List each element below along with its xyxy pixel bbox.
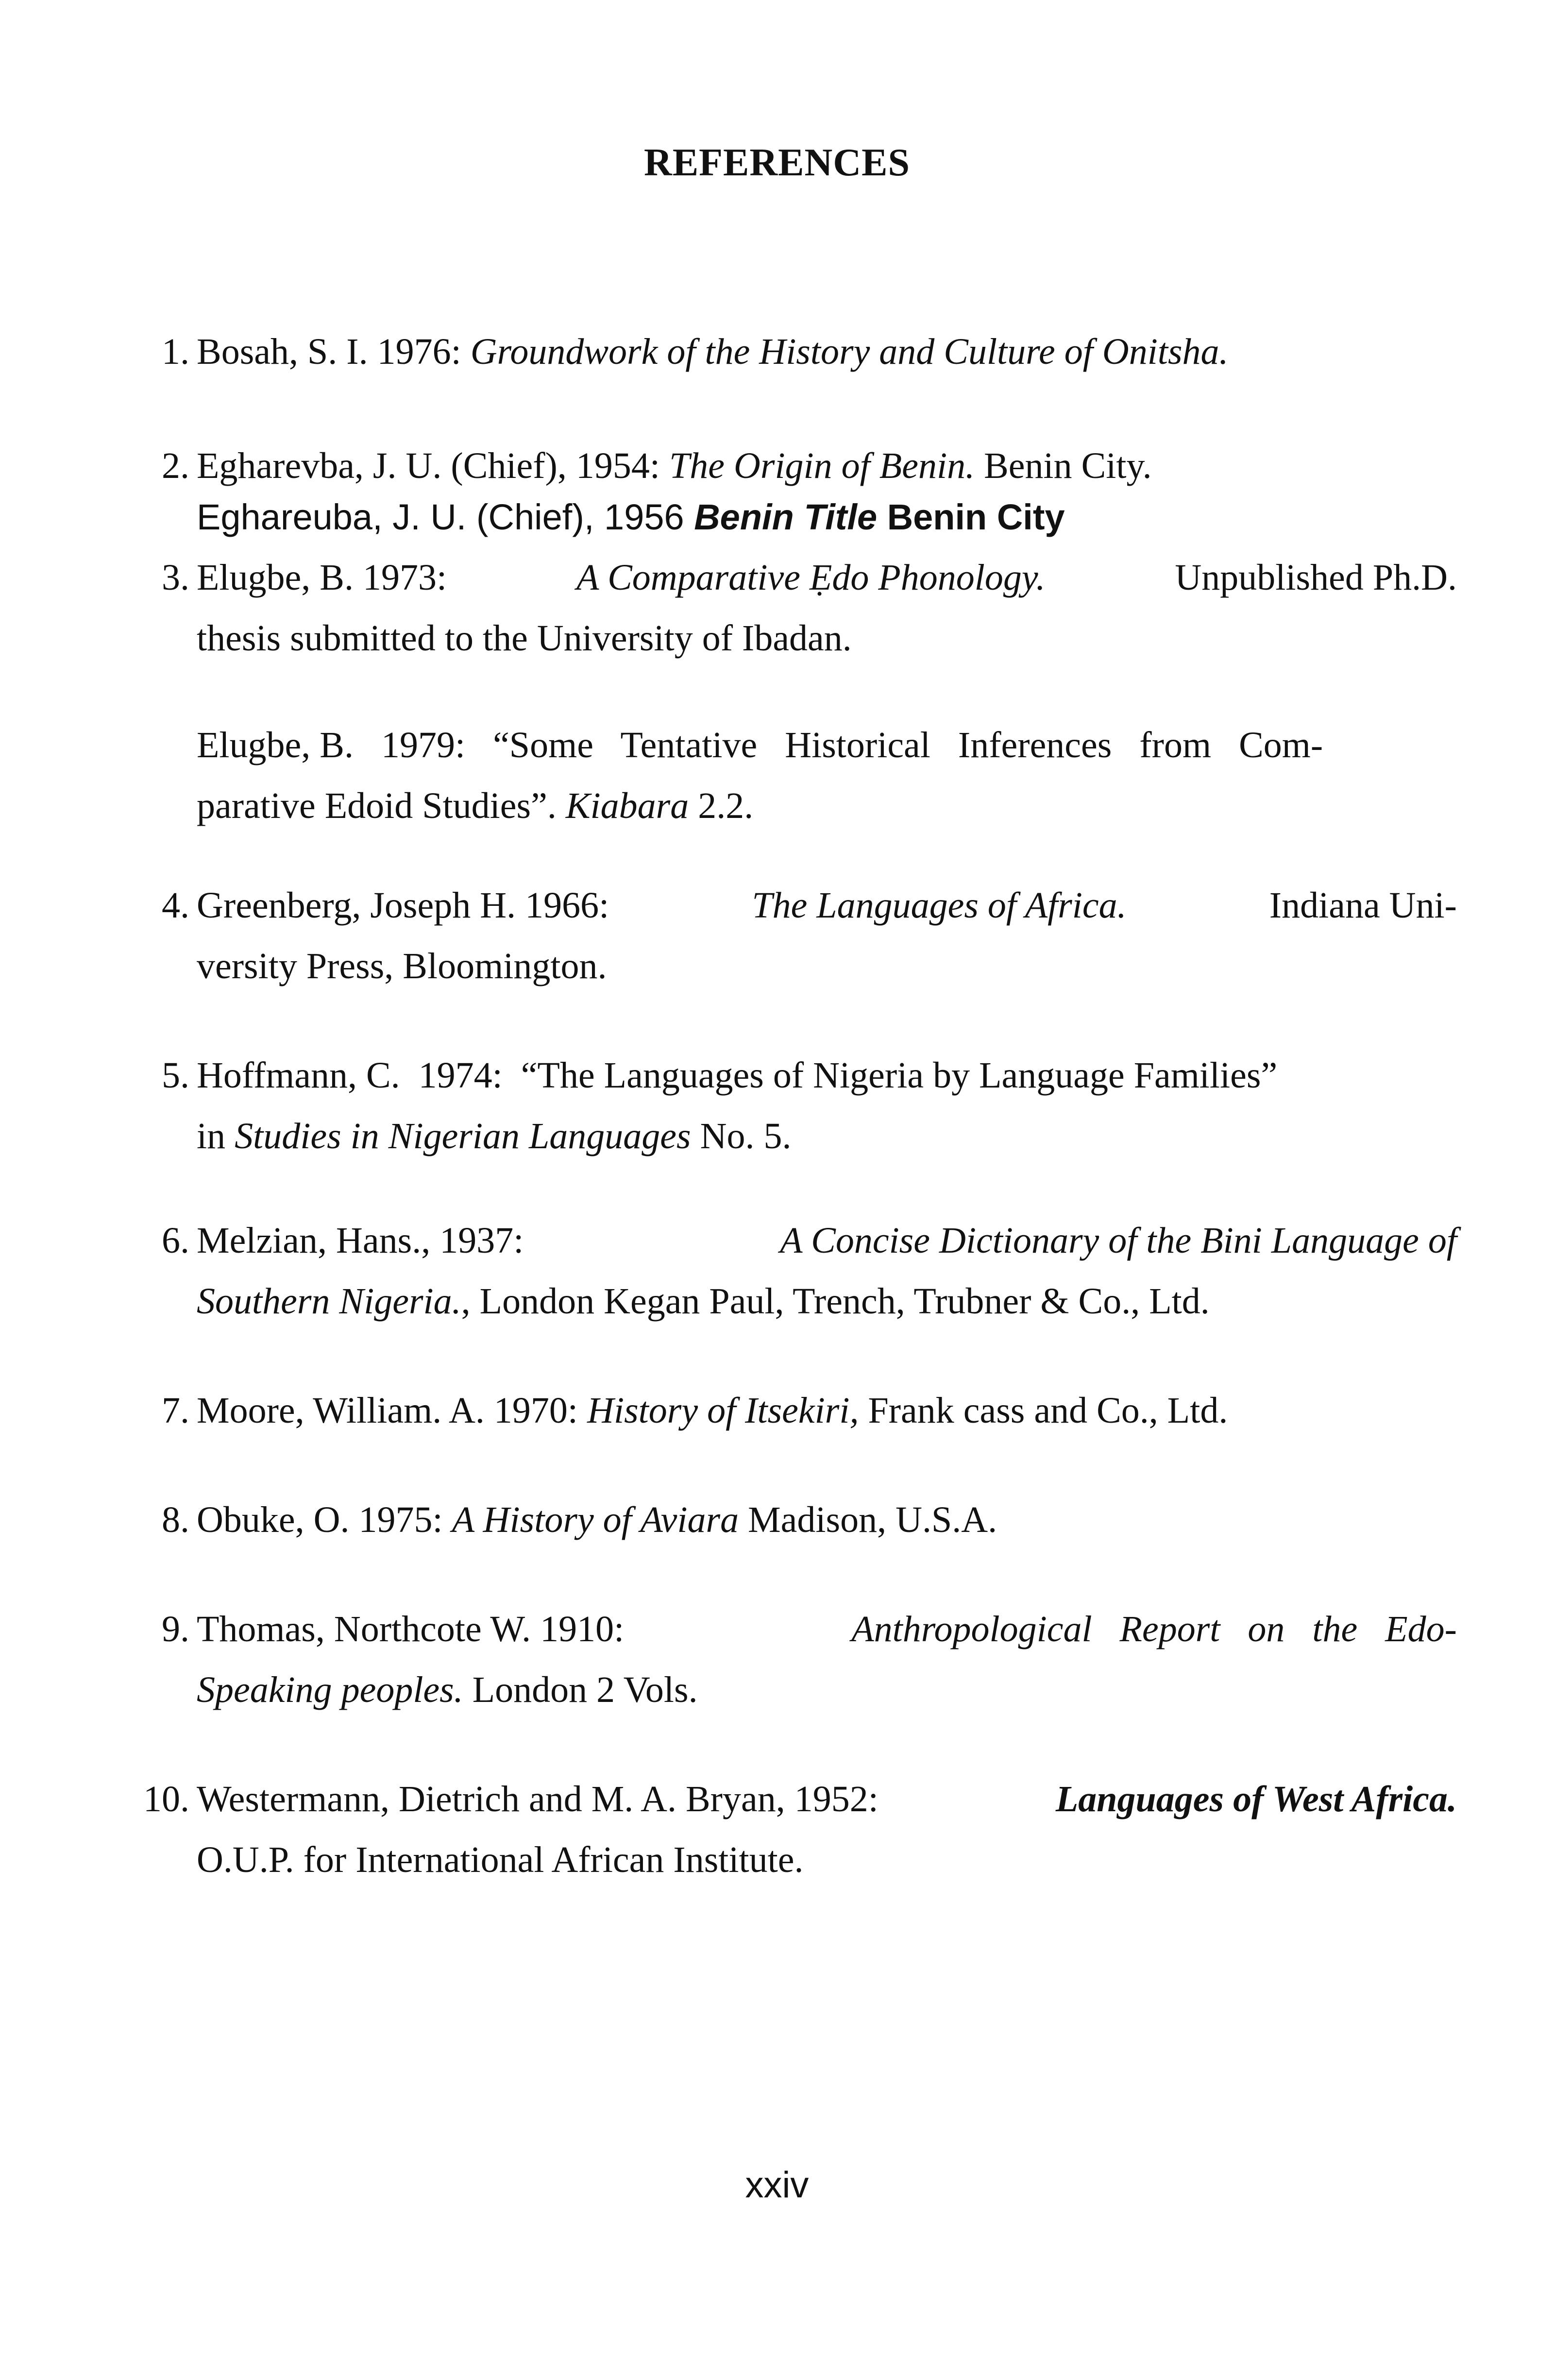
reference-number: 5.: [162, 1055, 189, 1096]
reference-title: Speaking peoples.: [197, 1669, 463, 1710]
reference-title: History of Itsekiri,: [587, 1390, 859, 1431]
reference-title: The Languages of Africa.: [752, 885, 1127, 926]
reference-author-year: Elugbe, B. 1973:: [197, 557, 447, 598]
reference-author-year: Thomas, Northcote W. 1910:: [197, 1609, 625, 1649]
reference-line: in Studies in Nigerian Languages No. 5.: [197, 1116, 792, 1156]
reference-publisher: , London Kegan Paul, Trench, Trubner & Co., Ltd.: [461, 1281, 1210, 1322]
reference-number: 1.: [162, 331, 189, 372]
reference-number: 4.: [162, 885, 189, 926]
reference-title: Benin Title: [694, 497, 878, 537]
reference-number: 8.: [162, 1499, 189, 1540]
page-number: xxiv: [745, 2164, 809, 2206]
reference-title: A History of Aviara: [452, 1499, 739, 1540]
reference-title: Languages of West Africa.: [1055, 1779, 1457, 1819]
reference-line: O.U.P. for International African Institute.: [197, 1839, 804, 1880]
reference-line: [197, 546, 1457, 609]
reference-publisher: Unpublished Ph.D.: [1175, 557, 1457, 598]
reference-author-year: Egharevba, J. U. (Chief), 1954:: [197, 445, 660, 486]
reference-line: [197, 1768, 1457, 1831]
reference-publisher: Frank cass and Co., Ltd.: [868, 1390, 1228, 1431]
reference-publisher: Indiana Uni-: [1269, 885, 1457, 926]
reference-author-year: Obuke, O. 1975:: [197, 1499, 443, 1540]
reference-author-year: Moore, William. A. 1970:: [197, 1390, 578, 1431]
reference-title: Anthropological Report on the Edo-: [851, 1609, 1457, 1649]
reference-line: [197, 874, 1457, 937]
reference-number: 9.: [162, 1609, 189, 1649]
reference-title: A Comparative Ẹdo Phonology.: [576, 557, 1046, 598]
reference-publisher: London 2 Vols.: [472, 1669, 698, 1710]
reference-title: The Origin of Benin.: [669, 445, 975, 486]
reference-title: Groundwork of the History and Culture of Onitsha.: [470, 331, 1229, 372]
reference-title: Studies in Nigerian Languages: [235, 1116, 691, 1156]
page-title: REFERENCES: [644, 141, 910, 184]
reference-title: Kiabara: [565, 785, 689, 826]
reference-publisher: Benin City: [887, 497, 1065, 537]
reference-line: thesis submitted to the University of Ibadan.: [197, 618, 852, 659]
reference-author-year: Westermann, Dietrich and M. A. Bryan, 1952:: [197, 1779, 878, 1819]
reference-publisher: Benin City.: [984, 445, 1152, 486]
reference-line: [197, 1489, 997, 1551]
reference-number: 7.: [162, 1390, 189, 1431]
reference-author-year: Eghareuba, J. U. (Chief), 1956: [197, 497, 684, 537]
reference-line: [197, 1598, 1457, 1661]
reference-author-year: Greenberg, Joseph H. 1966:: [197, 885, 609, 926]
reference-line: parative Edoid Studies”. Kiabara 2.2.: [197, 785, 754, 826]
reference-number: 2.: [162, 445, 189, 486]
reference-line: Elugbe, B. 1979: “Some Tentative Historical Inferences from Com-: [197, 725, 1323, 765]
reference-number: 6.: [162, 1220, 189, 1261]
reference-line: [197, 1270, 1210, 1333]
reference-publisher: Madison, U.S.A.: [748, 1499, 997, 1540]
reference-line: [197, 1209, 1457, 1272]
reference-line: [197, 486, 1065, 548]
reference-title: A Concise Dictionary of the Bini Language of: [780, 1220, 1457, 1261]
reference-line: [197, 321, 1229, 383]
reference-line: [197, 1659, 698, 1721]
reference-author-year: Melzian, Hans., 1937:: [197, 1220, 524, 1261]
reference-line: Hoffmann, C. 1974: “The Languages of Nigeria by Language Families”: [197, 1055, 1278, 1096]
reference-number: 3.: [162, 557, 189, 598]
reference-line: versity Press, Bloomington.: [197, 946, 607, 986]
reference-number: 10.: [143, 1779, 189, 1819]
reference-title: Southern Nigeria.: [197, 1281, 461, 1322]
reference-author-year: Bosah, S. I. 1976:: [197, 331, 461, 372]
reference-line: [197, 1379, 1228, 1442]
